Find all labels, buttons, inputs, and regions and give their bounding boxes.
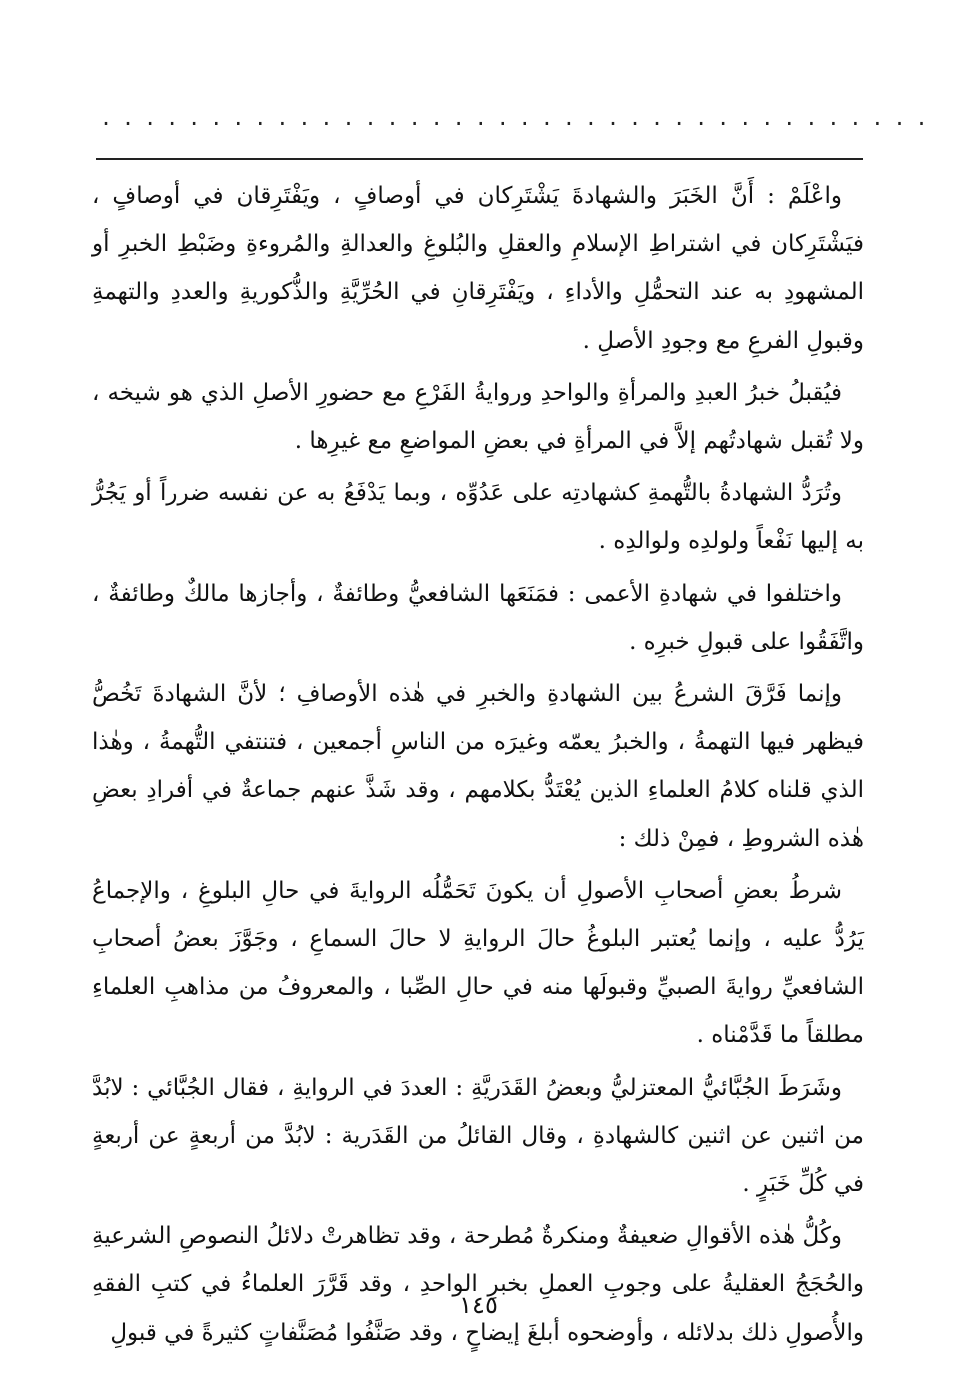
paragraph: وكُلُّ هٰذه الأقوالِ ضعيفةٌ ومنكرةٌ مُطرحة ، وقد تظاهرتْ دلائلُ النصوصِ الشرعيةِ والحُجَجُ العقليةُ على وجوبِ العملِ بخبرِ الواحدِ ، وقد قَرَّرَ العلماءُ في كتبِ الفقهِ والأُصولِ ذلك بدلائله ، وأوضحوه أبلغَ إيضاحٍ ، وقد صَنَّفُوا مُصَنَّفاتٍ كثيرةً في قبولِ [92, 1223, 864, 1346]
paragraph: واختلفوا في شهادةِ الأعمى : فمَنَعَها الشافعيُّ وطائفةٌ ، وأجازها مالكٌ وطائفةٌ ، واتَّفَقُوا على قبولِ خبرِه . [92, 580, 864, 655]
paragraph: وتُرَدُّ الشهادةُ بالتُّهمةِ كشهادتِه على عَدُوِّه ، وبما يَدْفَعُ به عن نفسه ضرراً أو يَجُرُّ به إليها نَفْعاً ولولدِه ولوالدِه . [92, 480, 864, 555]
paragraph: شرطُ بعضِ أصحابِ الأصولِ أن يكونَ تَحَمُّلُه الروايةَ في حالِ البلوغِ ، والإجماعُ يَرُدُّ عليه ، وإنما يُعتبر البلوغُ حالَ الروايةِ لا حالَ السماعِ ، وجَوَّزَ بعضُ أصحابِ الشافعيِّ روايةَ الصبيِّ وقبولَها منه في حالِ الصِّبا ، والمعروفُ من مذاهبِ العلماءِ مطلقاً ما قَدَّمْناه . [92, 877, 864, 1049]
paragraph: واعْلَمْ : أَنَّ الخَبَرَ والشهادةَ يَشْتَرِكان في أوصافٍ ، ويَفْتَرِقان في أوصافٍ ، فيَشْتَرِكان في اشتراطِ الإسلامِ والعقلِ والبُلوغِ والعدالةِ والمُروءةِ وضَبْطِ الخبرِ أو المشهودِ به عند التحمُّلِ والأداءِ ، ويَفْتَرِقانِ في الحُرِّيَّةِ والذُّكوريةِ والعددِ والتهمةِ وقبولِ الفرعِ مع وجودِ الأصلِ . [92, 183, 864, 354]
paragraph: وشَرَطَ الجُبَّائيُّ المعتزليُّ وبعضُ القَدَريَّةِ : العددَ في الروايةِ ، فقال الجُبَّائي : لابُدَّ من اثنين عن اثنين كالشهادةِ ، وقال القائلُ من القَدَرية : لابُدَّ من أربعةٍ عن أربعةٍ في كُلِّ خَبَرٍ . [92, 1074, 864, 1198]
header-rule [96, 158, 863, 160]
header-dotted-line: ...................................... [100, 106, 938, 130]
paragraph: فيُقبلُ خبرُ العبدِ والمرأةِ والواحدِ وروايةُ الفَرْعِ مع حضورِ الأصلِ الذي هو شيخه ، ولا تُقبل شهادتُهم إلاَّ في المرأةِ في بعضِ المواضعِ مع غيرِها . [92, 379, 864, 455]
paragraph: وإنما فَرَّقَ الشرعُ بين الشهادةِ والخبرِ في هٰذه الأوصافِ ؛ لأنَّ الشهادةَ تَخُصُّ فيظهر فيها التهمةُ ، والخبرُ يعمّه وغيرَه من الناسِ أجمعين ، فتنتفي التُّهمةُ ، وهٰذا الذي قلناه كلامُ العلماءِ الذين يُعْتَدُّ بكلامهم ، وقد شَذَّ عنهم جماعةٌ في أفرادِ بعضِ هٰذه الشروطِ ، فمِنْ ذلك : [92, 681, 864, 852]
page-number: ١٤٥ [459, 1291, 498, 1319]
